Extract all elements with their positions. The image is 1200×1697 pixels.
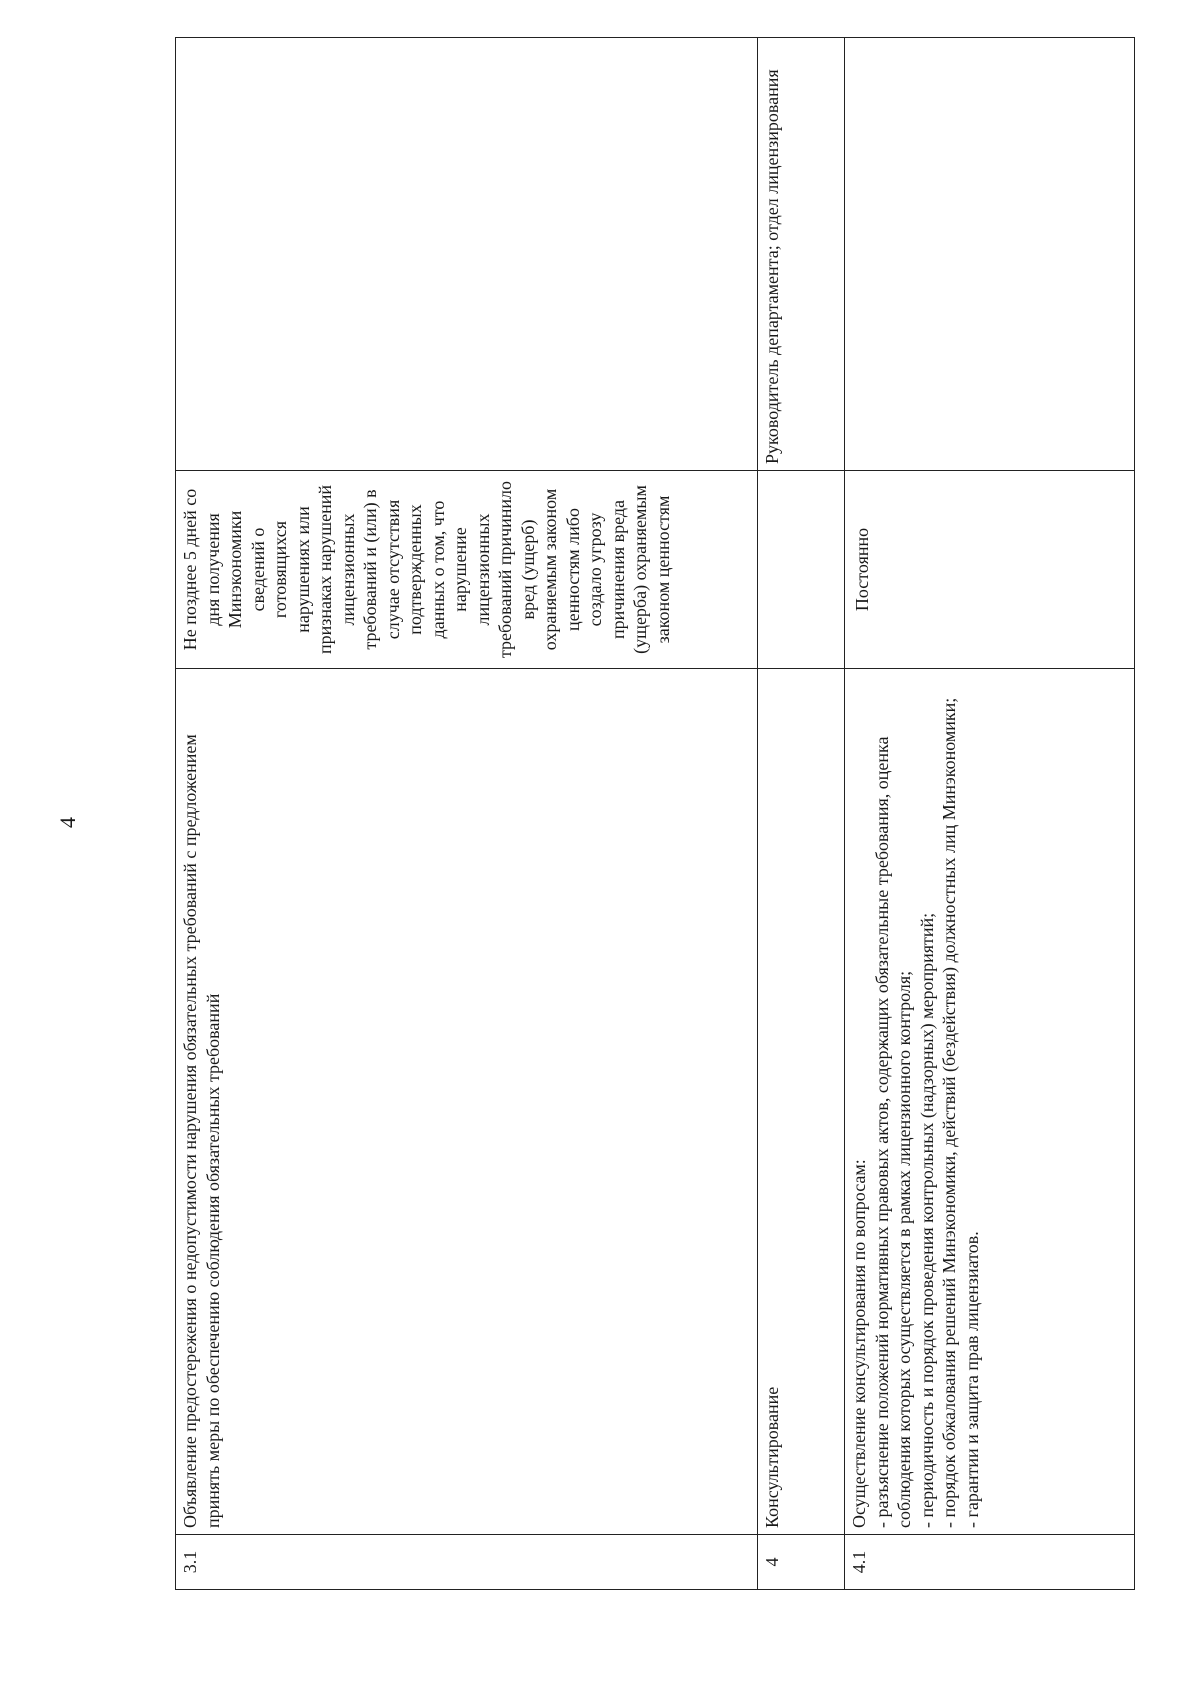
- table-row: [758, 38, 845, 1590]
- measure-description-cell: [845, 669, 1135, 1535]
- measures-table: [175, 37, 1135, 1590]
- section-title-cell: Консультирование: [758, 669, 845, 1535]
- row-number-cell: 4: [758, 1535, 845, 1590]
- term-cell: Не позднее 5 дней со дня получения Минэкономики сведений о готовящихся нарушениях или признаках нарушений лицензионных требований и (или) в случае отсутствия подтвержденных данных о том, что нарушение лицензионных требований причинило вред (ущерб) охраняемым законом ценностям либо создало угрозу причинения вреда (ущерба) охраняемым законом ценностям: [176, 471, 758, 669]
- row-number-cell: 3.1: [176, 1535, 758, 1590]
- list-item: - порядок обжалования решений Минэкономики, действий (бездействия) должностных лиц Минэкономики;: [939, 697, 959, 1528]
- table-row: [176, 38, 758, 1590]
- responsible-cell: [845, 38, 1135, 471]
- rotated-table-container: [175, 69, 1110, 1590]
- list-item: - гарантии и защита прав лицензиатов.: [961, 1231, 982, 1528]
- measure-description-cell: Объявление предостережения о недопустимости нарушения обязательных требований с предложением принять меры по обеспечению соблюдения обязательных требований: [176, 669, 758, 1535]
- page-number: 4: [55, 817, 80, 828]
- responsible-cell: Руководитель департамента; отдел лицензирования: [758, 38, 845, 471]
- table-row: [845, 38, 1135, 1590]
- list-item: - разъяснение положений нормативных правовых актов, содержащих обязательные требования, оценка соблюдения которых осуществляется в рамках лицензионного контроля;: [871, 736, 914, 1528]
- consultation-intro: Осуществление консультирования по вопросам:: [849, 1159, 869, 1528]
- consultation-topics-list: [871, 675, 984, 1528]
- responsible-cell: [176, 38, 758, 471]
- row-number-cell: 4.1: [845, 1535, 1135, 1590]
- term-cell: Постоянно: [845, 471, 1135, 669]
- term-cell: [758, 471, 845, 669]
- list-item: - периодичность и порядок проведения контрольных (надзорных) мероприятий;: [916, 912, 937, 1528]
